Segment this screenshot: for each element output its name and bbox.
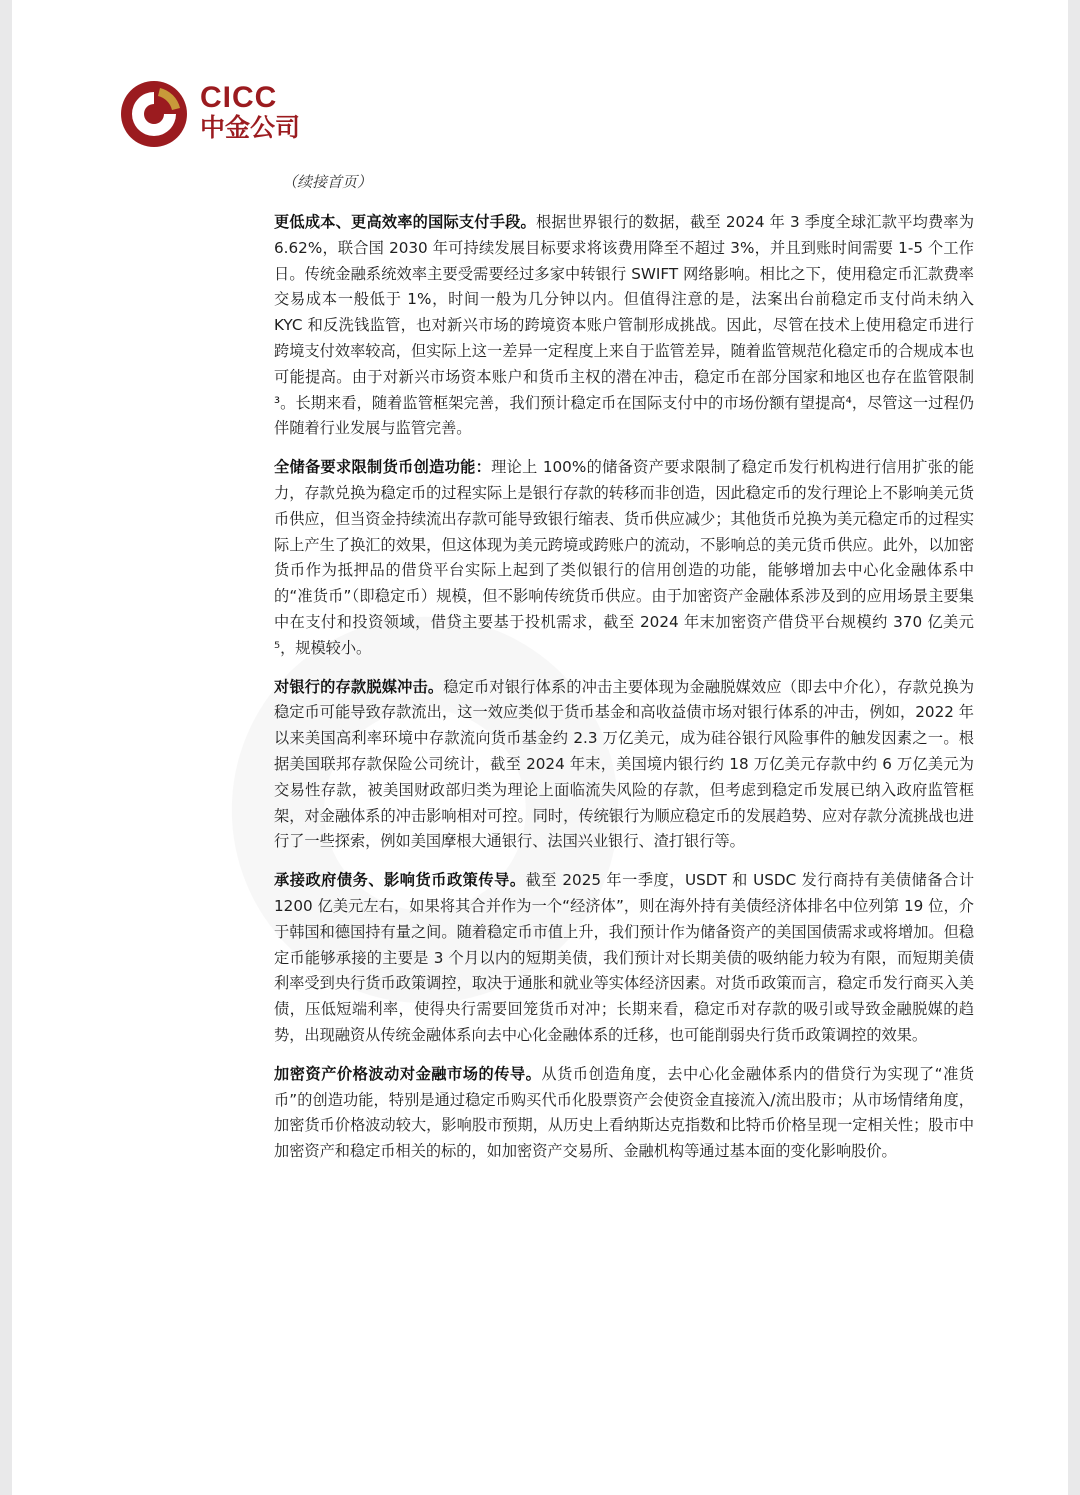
paragraph-heading: 对银行的存款脱媒冲击。 [274, 677, 444, 696]
paragraph-crypto-volatility [274, 1062, 974, 1165]
paragraph-heading: 加密资产价格波动对金融市场的传导。 [274, 1064, 542, 1083]
paragraph-heading: 更低成本、更高效率的国际支付手段。 [274, 213, 536, 231]
paragraph-government-debt [274, 868, 974, 1049]
paragraph-text: 稳定币对银行体系的冲击主要体现为金融脱媒效应（即去中介化），存款兑换为稳定币可能导致存款流出，这一效应类似于货币基金和高收益债市场对银行体系的冲击，例如，2022 年以来美国高利率环境中存款流向货币基金约 2.3 万亿美元，成为硅谷银行风险事件的触发因素之一。根据美国联邦存款保险公司统计，截至 2024 年末，美国境内银行约 18 万亿美元存款中约 6 万亿美元为交易性存款，被美国财政部归类为理论上面临流失风险的存款，但考虑到稳定币发展已纳入政府监管框架，对金融体系的冲击影响相对可控。同时，传统银行为顺应稳定币的发展趋势、应对存款分流挑战也进行了一些探索，例如美国摩根大通银行、法国兴业银行、渣打银行等。 [274, 677, 975, 851]
logo-text-zh: 中金公司 [200, 113, 301, 142]
paragraph-heading: 承接政府债务、影响货币政策传导。 [274, 871, 526, 890]
cicc-logo-icon [120, 80, 188, 148]
document-body [274, 210, 974, 1178]
paragraph-text: 截至 2025 年一季度，USDT 和 USDC 发行商持有美债储备合计 1200 亿美元左右，如果将其合并作为一个“经济体”，则在海外持有美债经济体排名中位列第 19 位，介于韩国和德国持有量之间。随着稳定币市值上升，我们预计作为储备资产的美国国债需求或将增加。但稳定币能够承接的主要是 3 个月以内的短期美债，我们预计对长期美债的吸纳能力较为有限，而短期美债利率受到央行货币政策调控，取决于通胀和就业等实体经济因素。对货币政策而言，稳定币发行商买入美债，压低短端利率，使得央行需要回笼货币对冲；长期来看，稳定币对存款的吸引或导致金融脱媒的趋势，出现融资从传统金融体系向去中心化金融体系的迁移，也可能削弱央行货币政策调控的效果。 [274, 871, 975, 1044]
paragraph-text: 根据世界银行的数据，截至 2024 年 3 季度全球汇款平均费率为 6.62%，联合国 2030 年可持续发展目标要求将该费用降至不超过 3%，并且到账时间需要 1-5 个工作日。传统金融系统效率主要受需要经过多家中转银行 SWIFT 网络影响。相比之下，使用稳定币汇款费率交易成本一般低于 1%，时间一般为几分钟以内。但值得注意的是，法案出台前稳定币支付尚未纳入 KYC 和反洗钱监管，也对新兴市场的跨境资本账户管制形成挑战。因此，尽管在技术上使用稳定币进行跨境支付效率较高，但实际上这一差异一定程度上来自于监管差异，随着监管规范化稳定币的合规成本也可能提高。由于对新兴市场资本账户和货币主权的潜在冲击，稳定币在部分国家和地区也存在监管限制³。长期来看，随着监管框架完善，我们预计稳定币在国际支付中的市场份额有望提高⁴，尽管这一过程仍伴随着行业发展与监管完善。 [274, 213, 975, 438]
paragraph-deposit-disintermediation [274, 675, 974, 856]
cicc-logo [120, 80, 320, 150]
paragraph-money-creation [274, 455, 974, 661]
paragraph-payments [274, 210, 974, 442]
paragraph-heading: 全储备要求限制货币创造功能： [274, 458, 492, 477]
paragraph-text: 从货币创造角度，去中心化金融体系内的借贷行为实现了“准货币”的创造功能，特别是通过稳定币购买代币化股票资产会使资金直接流入/流出股市；从市场情绪角度，加密货币价格波动较大，影响股市预期，从历史上看纳斯达克指数和比特币价格呈现一定相关性；股市中加密资产和稳定币相关的标的，如加密资产交易所、金融机构等通过基本面的变化影响股价。 [274, 1064, 975, 1161]
logo-text-en: CICC [200, 81, 278, 114]
continued-note: （续接首页） [282, 173, 373, 191]
paragraph-text: 理论上 100%的储备资产要求限制了稳定币发行机构进行信用扩张的能力，存款兑换为稳定币的过程实际上是银行存款的转移而非创造，因此稳定币的发行理论上不影响美元货币供应，但当资金持续流出存款可能导致银行缩表、货币供应减少；其他货币兑换为美元稳定币的过程实际上产生了换汇的效果，但这体现为美元跨境或跨账户的流动，不影响总的美元货币供应。此外，以加密货币作为抵押品的借贷平台实际上起到了类似银行的信用创造的功能，能够增加去中心化金融体系中的“准货币”（即稳定币）规模，但不影响传统货币供应。由于加密资产金融体系涉及到的应用场景主要集中在支付和投资领域，借贷主要基于投机需求，截至 2024 年末加密资产借贷平台规模约 370 亿美元⁵，规模较小。 [274, 458, 975, 657]
